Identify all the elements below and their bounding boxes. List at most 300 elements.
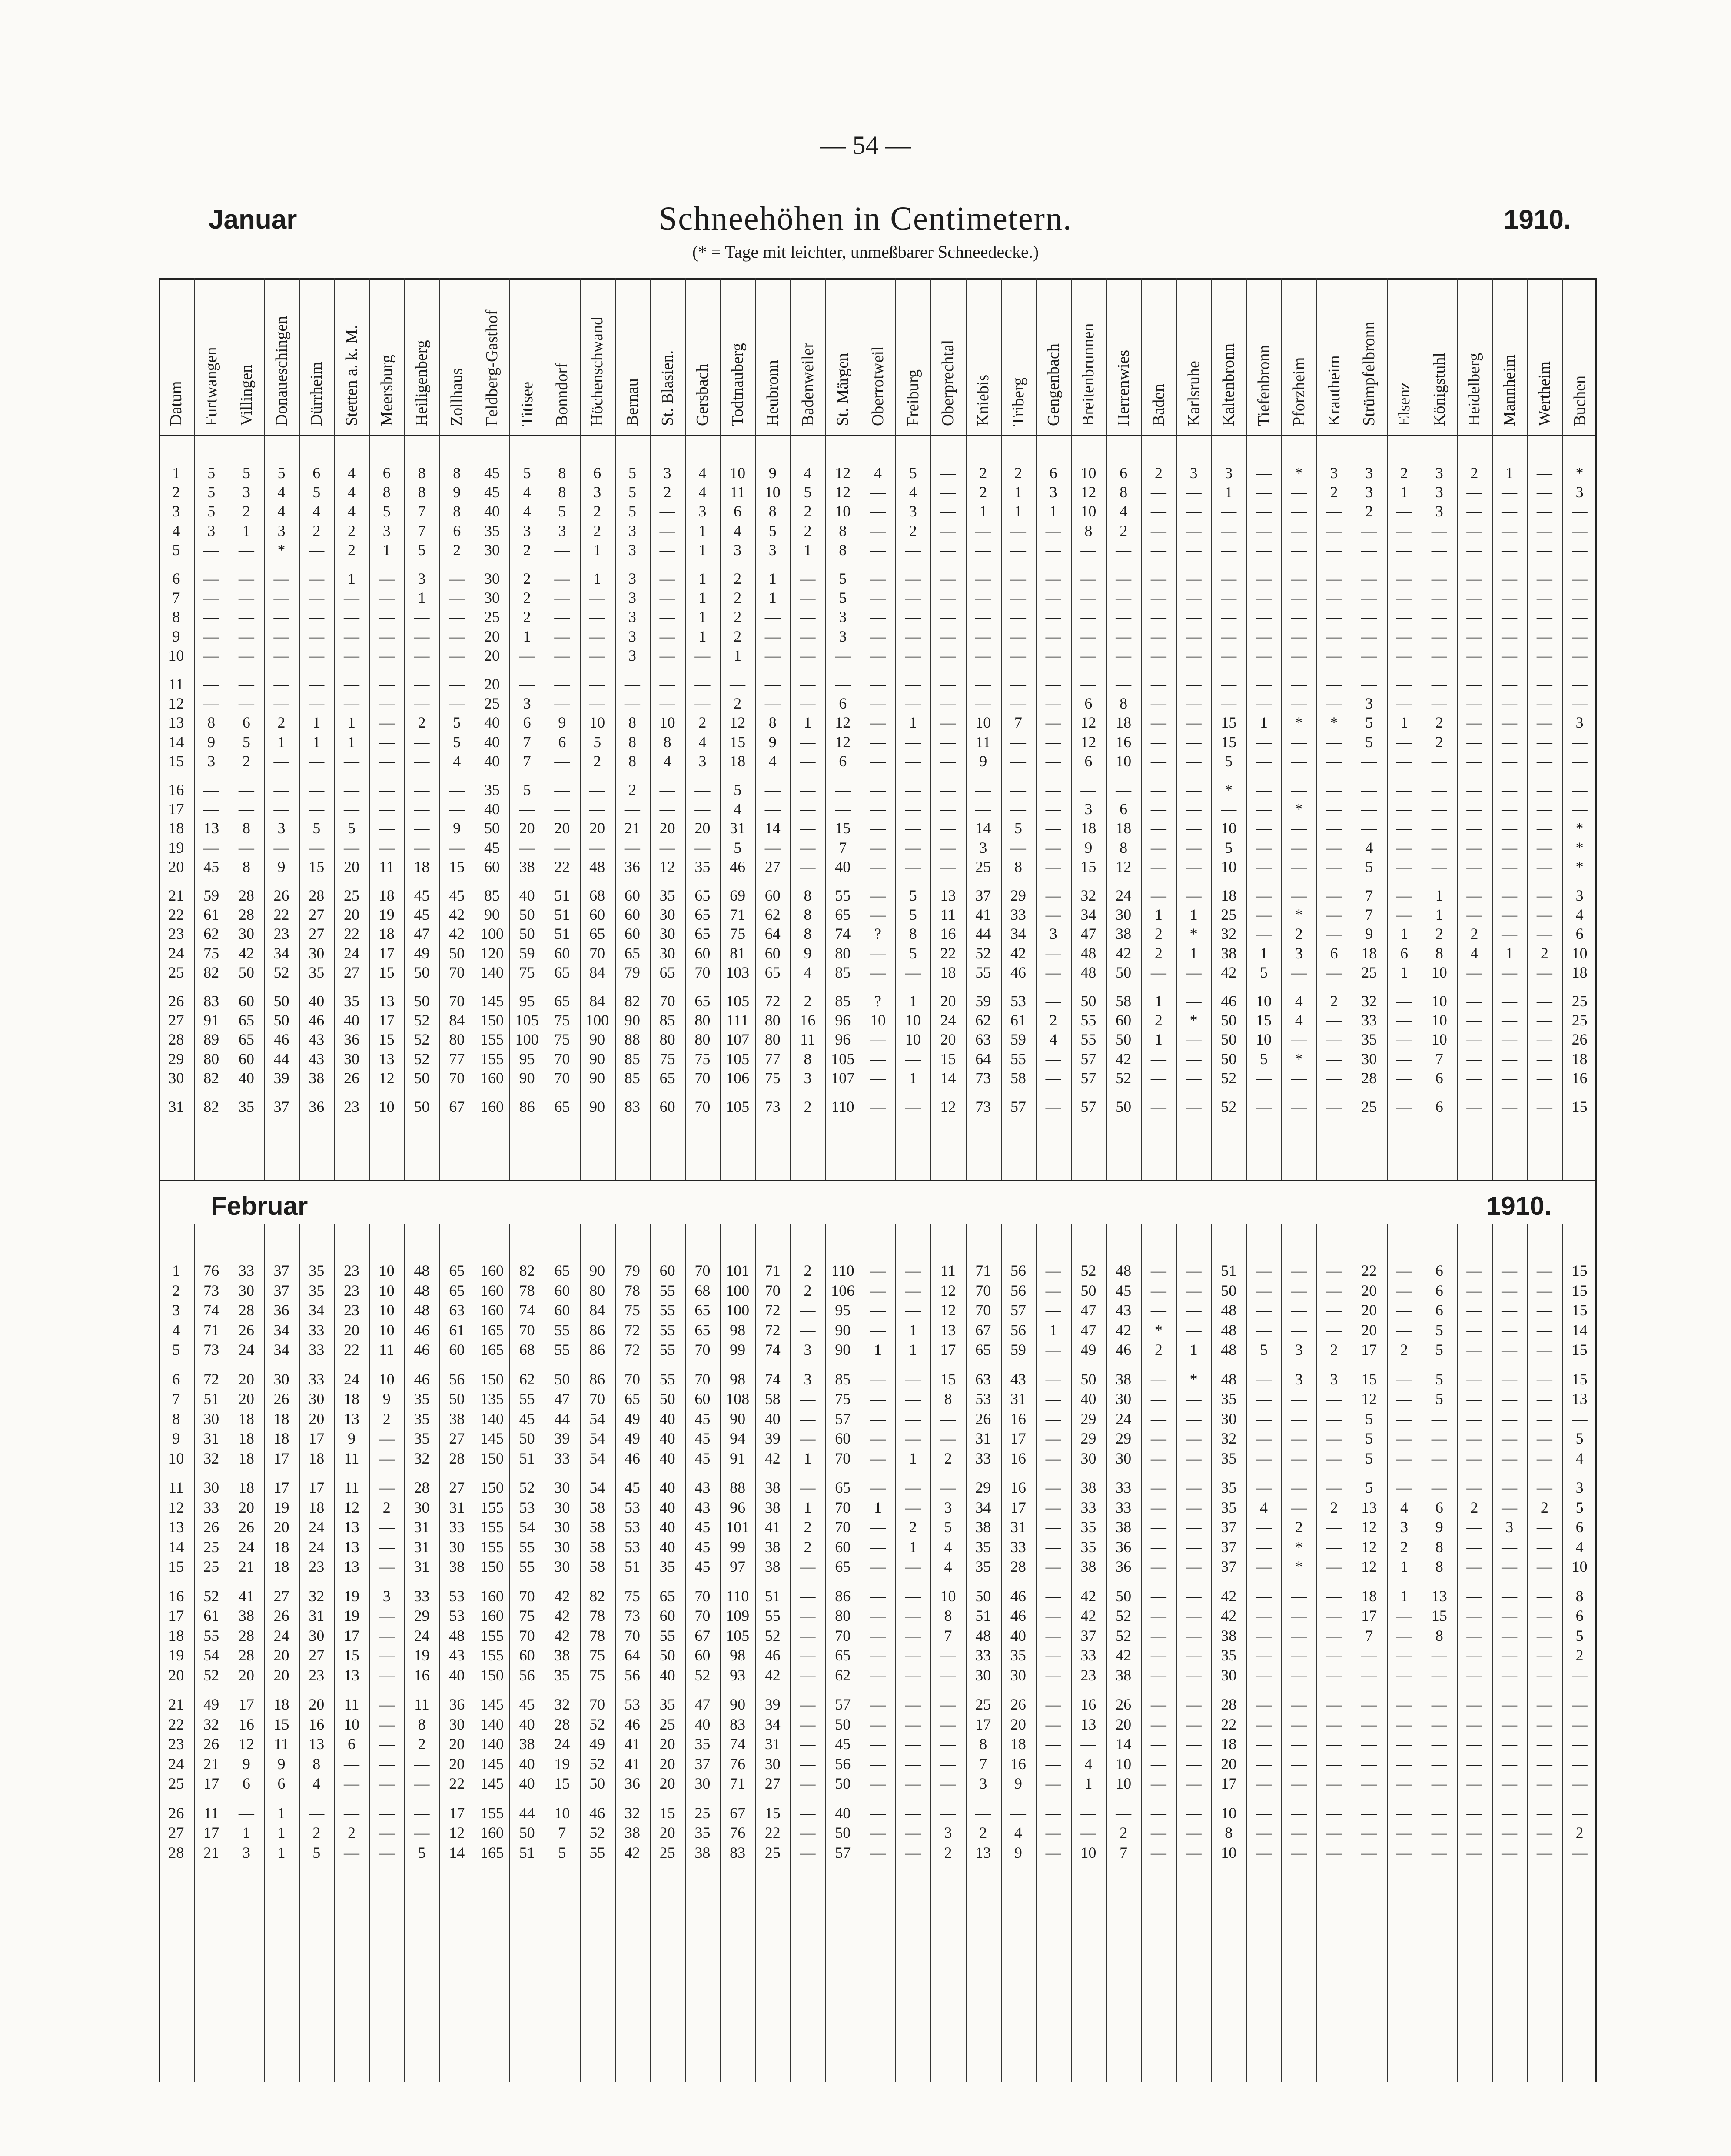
table-cell: 1 [698, 570, 707, 587]
table-cell: — [1536, 752, 1552, 770]
table-cell: — [1536, 1558, 1552, 1575]
table-cell: — [1150, 627, 1166, 645]
table-cell: — [1536, 858, 1552, 875]
table-cell: — [1361, 570, 1377, 587]
table-cell: — [1396, 1321, 1412, 1339]
table-cell: — [1502, 1031, 1518, 1048]
table-cell: 57 [835, 1410, 851, 1427]
table-cell: — [1186, 714, 1202, 732]
table-cell: — [1431, 1843, 1447, 1861]
table-cell: — [1536, 1410, 1552, 1427]
table-cell: — [1045, 1804, 1061, 1822]
table-cell: * [1225, 781, 1233, 799]
table-cell: — [238, 675, 254, 693]
table-cell: 5 [628, 502, 636, 520]
table-cell: 12 [730, 714, 746, 732]
table-cell: — [1256, 1370, 1272, 1388]
table-cell: 80 [835, 1607, 851, 1624]
table-cell: — [1150, 1538, 1166, 1556]
table-cell: — [344, 589, 360, 607]
table-cell: 10 [764, 483, 781, 501]
table-cell: — [449, 646, 465, 664]
table-cell: — [1431, 589, 1447, 607]
table-cell: 20 [484, 627, 500, 645]
table-cell: 46 [764, 1647, 781, 1664]
table-cell: — [379, 627, 395, 645]
table-cell: 5 [1435, 1341, 1443, 1358]
table-cell: 93 [730, 1666, 746, 1684]
table-cell: — [905, 1301, 921, 1319]
table-cell: — [1396, 589, 1412, 607]
table-cell: — [800, 695, 816, 712]
table-cell: 70 [624, 1627, 640, 1644]
table-cell: 16 [414, 1666, 430, 1684]
table-cell: 41 [624, 1735, 640, 1753]
table-cell: 30 [1010, 1666, 1026, 1684]
table-cell: 5 [242, 464, 250, 482]
table-cell: 19 [414, 1647, 430, 1664]
table-cell: 25 [1221, 906, 1237, 924]
table-cell: — [1186, 1627, 1202, 1644]
table-cell: — [1256, 1824, 1272, 1841]
day-number: 29 [168, 1050, 184, 1068]
table-cell: — [1326, 1011, 1342, 1029]
table-cell: 13 [940, 887, 956, 904]
table-cell: — [1291, 522, 1307, 539]
table-cell: 21 [238, 1558, 254, 1575]
table-cell: 40 [659, 1498, 675, 1516]
table-cell: 22 [344, 925, 360, 943]
table-cell: — [800, 838, 816, 856]
table-cell: — [1536, 627, 1552, 645]
table-cell: 74 [519, 1301, 535, 1319]
table-cell: 3 [1435, 502, 1443, 520]
table-cell: — [1080, 608, 1096, 626]
table-cell: 1 [348, 714, 356, 732]
table-cell: 3 [1295, 944, 1303, 962]
table-cell: — [1431, 608, 1447, 626]
table-cell: 45 [1116, 1281, 1132, 1299]
table-cell: 35 [694, 1824, 711, 1841]
table-cell: 50 [659, 1390, 675, 1407]
table-cell: 100 [585, 1011, 609, 1029]
table-cell: 1 [768, 589, 777, 607]
table-cell: — [975, 608, 991, 626]
table-cell: 29 [1080, 1430, 1096, 1447]
table-cell: 33 [414, 1587, 430, 1605]
table-cell: 3 [1049, 925, 1057, 943]
table-cell: — [1431, 1804, 1447, 1822]
table-cell: — [1045, 858, 1061, 875]
table-cell: 6 [734, 502, 742, 520]
column-header: Triberg [1009, 377, 1027, 426]
table-cell: — [870, 906, 886, 924]
table-cell: — [659, 781, 675, 799]
table-cell: 30 [554, 1498, 570, 1516]
table-cell: 53 [624, 1696, 640, 1713]
table-cell: 51 [764, 1587, 781, 1605]
table-cell: 68 [589, 887, 605, 904]
table-cell: 90 [730, 1696, 746, 1713]
table-cell: — [940, 1430, 956, 1447]
table-cell: — [940, 646, 956, 664]
table-cell: — [1396, 570, 1412, 587]
table-cell: — [1256, 502, 1272, 520]
table-cell: 11 [379, 1341, 395, 1358]
table-cell: — [975, 695, 991, 712]
table-cell: — [1466, 1281, 1482, 1299]
table-cell: 36 [309, 1098, 325, 1115]
table-cell: — [1291, 1755, 1307, 1773]
day-number: 22 [168, 1715, 184, 1733]
table-cell: * [1189, 925, 1198, 943]
table-cell: — [624, 838, 640, 856]
table-cell: — [379, 608, 395, 626]
table-cell: 20 [238, 1370, 254, 1388]
table-cell: 1 [1260, 714, 1268, 732]
table-cell: — [1256, 1538, 1272, 1556]
table-cell: 25 [203, 1538, 219, 1556]
table-cell: — [1326, 1518, 1342, 1536]
table-cell: — [379, 1479, 395, 1496]
table-cell: — [1186, 1449, 1202, 1467]
table-cell: — [1291, 1715, 1307, 1733]
table-cell: 5 [418, 1843, 426, 1861]
table-cell: 50 [519, 1430, 535, 1447]
table-cell: 67 [694, 1627, 711, 1644]
table-cell: 2 [1295, 1518, 1303, 1536]
table-cell: 100 [726, 1301, 750, 1319]
table-cell: — [870, 752, 886, 770]
table-cell: 5 [909, 464, 917, 482]
table-cell: — [1186, 675, 1202, 693]
table-cell: — [203, 570, 219, 587]
table-cell: 5 [382, 502, 391, 520]
table-cell: 48 [414, 1262, 430, 1279]
table-cell: 30 [309, 944, 325, 962]
table-cell: 79 [624, 963, 640, 981]
table-cell: — [1291, 1390, 1307, 1407]
table-cell: 6 [1120, 464, 1128, 482]
table-cell: — [800, 752, 816, 770]
table-cell: 43 [694, 1479, 711, 1496]
table-cell: 90 [589, 1069, 605, 1087]
table-cell: — [940, 838, 956, 856]
table-cell: 50 [1221, 1281, 1237, 1299]
table-cell: — [1502, 1558, 1518, 1575]
day-number: 7 [172, 1390, 180, 1407]
table-cell: 18 [730, 752, 746, 770]
table-cell: — [940, 819, 956, 837]
table-cell: — [554, 627, 570, 645]
table-cell: 37 [1221, 1518, 1237, 1536]
table-cell: 3 [628, 627, 636, 645]
table-cell: 8 [628, 752, 636, 770]
table-cell: — [940, 1755, 956, 1773]
table-cell: — [1361, 522, 1377, 539]
table-cell: 3 [909, 502, 917, 520]
table-cell: 60 [484, 858, 500, 875]
table-cell: — [870, 1824, 886, 1841]
table-cell: — [554, 570, 570, 587]
column-header: Kaltenbronn [1219, 343, 1238, 426]
table-cell: 65 [694, 992, 711, 1010]
table-cell: 3 [628, 570, 636, 587]
table-cell: 5 [628, 483, 636, 501]
table-cell: — [1572, 800, 1588, 818]
table-cell: — [1536, 1518, 1552, 1536]
table-cell: — [414, 675, 430, 693]
table-cell: — [1326, 646, 1342, 664]
table-cell: — [1502, 1430, 1518, 1447]
table-cell: — [238, 781, 254, 799]
table-cell: — [1045, 1479, 1061, 1496]
table-cell: 1 [1400, 925, 1408, 943]
table-cell: — [870, 1449, 886, 1467]
table-cell: 2 [418, 714, 426, 732]
table-cell: — [800, 1321, 816, 1339]
table-cell: 150 [480, 1666, 504, 1684]
table-cell: 5 [453, 733, 461, 751]
table-cell: 16 [800, 1011, 816, 1029]
table-cell: — [1536, 800, 1552, 818]
table-cell: — [659, 522, 675, 539]
table-cell: 25 [659, 1715, 675, 1733]
table-cell: 60 [694, 1647, 711, 1664]
table-cell: 7 [558, 1824, 566, 1841]
table-cell: 65 [554, 1262, 570, 1279]
table-cell: 8 [242, 858, 250, 875]
table-cell: 1 [277, 1804, 286, 1822]
table-cell: — [800, 608, 816, 626]
table-cell: 17 [379, 944, 395, 962]
table-cell: 140 [480, 963, 504, 981]
table-cell: 5 [1365, 858, 1373, 875]
table-cell: 4 [453, 752, 461, 770]
table-cell: 40 [659, 1449, 675, 1467]
table-cell: 19 [554, 1755, 570, 1773]
table-cell: 80 [764, 1031, 781, 1048]
table-cell: 24 [309, 1538, 325, 1556]
table-cell: 2 [418, 1735, 426, 1753]
table-cell: 3 [1295, 1370, 1303, 1388]
table-cell: 40 [764, 1410, 781, 1427]
table-cell: 18 [238, 1449, 254, 1467]
table-cell: — [905, 1390, 921, 1407]
table-cell: 65 [238, 1011, 254, 1029]
table-cell: 155 [480, 1031, 504, 1048]
table-cell: — [449, 589, 465, 607]
table-cell: 160 [480, 1824, 504, 1841]
month-heading-januar: Januar [209, 205, 297, 235]
table-cell: — [1326, 906, 1342, 924]
table-cell: 33 [1361, 1011, 1377, 1029]
table-cell: — [1291, 1587, 1307, 1605]
table-cell: 9 [1435, 1518, 1443, 1536]
table-cell: — [1256, 1843, 1272, 1861]
table-cell: — [449, 570, 465, 587]
table-cell: 17 [203, 1775, 219, 1792]
table-cell: 55 [1080, 1031, 1096, 1048]
table-cell: 77 [449, 1050, 465, 1068]
table-cell: 4 [734, 800, 742, 818]
table-cell: — [1502, 483, 1518, 501]
table-cell: 3 [1084, 800, 1093, 818]
table-cell: — [273, 752, 289, 770]
table-cell: 82 [624, 992, 640, 1010]
table-cell: — [764, 608, 781, 626]
table-cell: 9 [1014, 1843, 1022, 1861]
table-cell: 61 [203, 906, 219, 924]
table-cell: 65 [238, 1031, 254, 1048]
table-cell: — [800, 1696, 816, 1713]
table-cell: 160 [480, 1301, 504, 1319]
table-cell: — [870, 800, 886, 818]
table-cell: 38 [975, 1518, 991, 1536]
table-cell: 46 [1010, 963, 1026, 981]
table-cell: 30 [203, 1410, 219, 1427]
table-cell: 8 [1435, 1627, 1443, 1644]
table-cell: 36 [1116, 1538, 1132, 1556]
table-cell: 75 [624, 1301, 640, 1319]
table-cell: 20 [940, 992, 956, 1010]
table-cell: — [1431, 1824, 1447, 1841]
table-cell: 48 [1221, 1321, 1237, 1339]
table-cell: 40 [484, 800, 500, 818]
table-cell: 15 [1572, 1281, 1588, 1299]
table-cell: — [1572, 695, 1588, 712]
table-cell: — [1466, 1262, 1482, 1279]
table-cell: 2 [453, 541, 461, 559]
table-cell: 2 [593, 522, 601, 539]
table-cell: — [1502, 1843, 1518, 1861]
table-cell: 32 [624, 1804, 640, 1822]
table-cell: 8 [1120, 483, 1128, 501]
table-cell: 60 [238, 1050, 254, 1068]
table-cell: — [1466, 483, 1482, 501]
table-cell: — [905, 1410, 921, 1427]
table-cell: — [905, 646, 921, 664]
day-number: 9 [172, 627, 180, 645]
day-number: 24 [168, 1755, 184, 1773]
table-cell: 23 [344, 1098, 360, 1115]
table-cell: 40 [484, 502, 500, 520]
table-cell: 90 [835, 1341, 851, 1358]
table-cell: 50 [589, 1775, 605, 1792]
table-cell: — [1045, 1558, 1061, 1575]
table-cell: — [1045, 781, 1061, 799]
table-cell: 6 [558, 733, 566, 751]
table-cell: 37 [975, 887, 991, 904]
table-cell: — [1150, 1050, 1166, 1068]
table-cell: 35 [694, 858, 711, 875]
table-cell: — [1186, 887, 1202, 904]
table-cell: 5 [1365, 1430, 1373, 1447]
table-cell: — [1536, 522, 1552, 539]
table-cell: 2 [804, 502, 812, 520]
table-cell: 30 [484, 570, 500, 587]
table-cell: — [694, 800, 711, 818]
table-cell: 10 [379, 1281, 395, 1299]
table-cell: 108 [726, 1390, 750, 1407]
table-cell: 3 [1575, 1479, 1584, 1496]
table-cell: 12 [940, 1301, 956, 1319]
table-cell: 43 [309, 1050, 325, 1068]
table-cell: 8 [1575, 1587, 1584, 1605]
table-cell: 95 [519, 1050, 535, 1068]
table-cell: 55 [203, 1627, 219, 1644]
table-cell: 20 [238, 1498, 254, 1516]
table-cell: 1 [909, 1321, 917, 1339]
table-cell: 38 [764, 1558, 781, 1575]
table-cell: 4 [1365, 838, 1373, 856]
table-cell: — [1502, 1607, 1518, 1624]
day-number: 31 [168, 1098, 184, 1115]
table-cell: 1 [1189, 906, 1198, 924]
table-cell: 37 [273, 1281, 289, 1299]
table-cell: — [870, 1627, 886, 1644]
table-cell: 48 [414, 1301, 430, 1319]
table-cell: 9 [804, 944, 812, 962]
table-cell: — [1466, 589, 1482, 607]
table-cell: — [870, 733, 886, 751]
table-cell: 57 [835, 1843, 851, 1861]
table-cell: — [1256, 858, 1272, 875]
table-cell: 4 [874, 464, 882, 482]
table-cell: 2 [979, 483, 987, 501]
table-cell: 38 [1080, 1479, 1096, 1496]
table-cell: — [1466, 695, 1482, 712]
table-cell: 45 [694, 1518, 711, 1536]
table-cell: 10 [940, 1587, 956, 1605]
table-cell: — [1396, 819, 1412, 837]
table-cell: — [1536, 646, 1552, 664]
table-cell: — [1536, 963, 1552, 981]
table-cell: — [1431, 541, 1447, 559]
table-cell: 3 [1400, 1518, 1408, 1536]
table-cell: — [975, 781, 991, 799]
table-cell: 65 [835, 1647, 851, 1664]
table-cell: 11 [344, 1479, 359, 1496]
table-cell: 9 [1084, 838, 1093, 856]
table-cell: 40 [659, 1410, 675, 1427]
day-number: 19 [168, 838, 184, 856]
table-cell: 95 [519, 992, 535, 1010]
table-cell: — [694, 781, 711, 799]
table-cell: — [1502, 733, 1518, 751]
table-cell: 21 [203, 1755, 219, 1773]
table-cell: 27 [309, 925, 325, 943]
table-cell: 38 [519, 858, 535, 875]
table-cell: — [1431, 819, 1447, 837]
table-cell: 73 [975, 1098, 991, 1115]
table-cell: — [1291, 1607, 1307, 1624]
table-cell: 5 [1365, 733, 1373, 751]
table-cell: 75 [589, 1666, 605, 1684]
table-cell: 41 [238, 1587, 254, 1605]
table-cell: 5 [1365, 1449, 1373, 1467]
table-cell: 30 [238, 1281, 254, 1299]
table-cell: — [449, 695, 465, 712]
table-cell: — [1186, 1607, 1202, 1624]
table-cell: 9 [768, 464, 777, 482]
table-cell: 31 [449, 1498, 465, 1516]
table-cell: — [344, 752, 360, 770]
table-cell: — [1431, 1410, 1447, 1427]
table-cell: — [1256, 733, 1272, 751]
table-cell: — [659, 695, 675, 712]
table-cell: 30 [694, 1775, 711, 1792]
